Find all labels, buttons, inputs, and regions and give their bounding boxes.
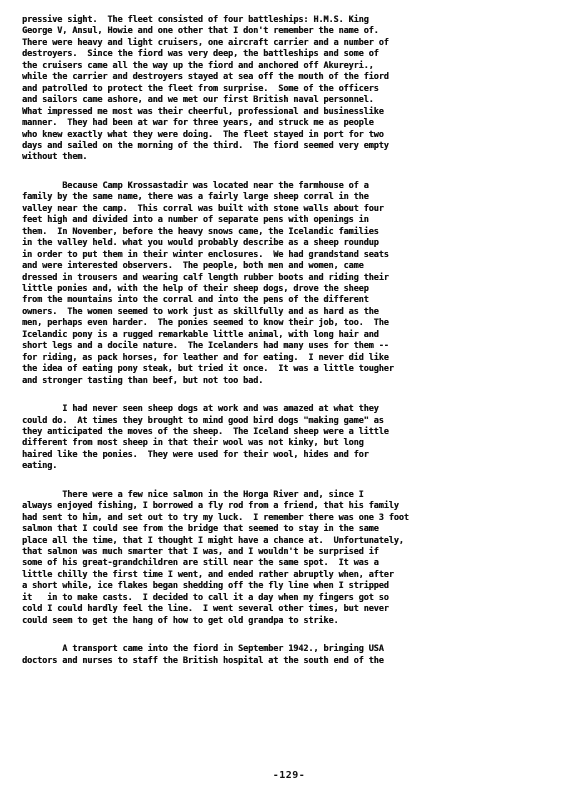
paragraph-4: There were a few nice salmon in the Horga River and, since I always enjoyed fishing, I borrowed a fly rod from a friend, that his family had sent to him, and set out to try my luck. I remember there was one 3 foot salmon that I could see from the bridge that seemed to stay in the same place all the time, that I thought I might have a chance at. Unfortunately, that salmon was much smarter that I was, and I wouldn't be surprised if some of his great-grandchildren are still near the same spot. It was a little chilly the first time I went, and ended rather abruptly when, after a short while, ice flakes began shedding off the fly line when I stripped it in to make casts. I decided to call it a day when my fingers got so cold I could hardly feel the line. I went several other times, but never could seem to get the hang of how to get old grandpa to strike. <box>22 489 409 626</box>
paragraph-5: A transport came into the fiord in September 1942., bringing USA doctors and nurses to staff the British hospital at the south end of the <box>22 644 384 666</box>
paragraph-2: Because Camp Krossastadir was located near the farmhouse of a family by the same name, there was a fairly large sheep corral in the valley near the camp. This corral was built with stone walls about four feet high and divided into a number of separate pens with openings in them. In November, before the heavy snows came, the Icelandic families in the valley held. what you would probably describe as a sheep roundup in order to put them in their winter enclosures. We had grandstand seats and were interested observers. The people, both men and women, came dressed in trousers and wearing calf length rubber boots and riding their little ponies and, with the help of their sheep dogs, drove the sheep from the mountains into the corral and into the pens of the different owners. The women seemed to work just as skillfully and as hard as the men, perhaps even harder. The ponies seemed to know their job, too. The Icelandic pony is a rugged remarkable little animal, with long hair and short legs and a docile nature. The Icelanders had many uses for them -- for riding, as pack horses, for leather and for eating. I never did like the idea of eating pony steak, but tried it once. It was a little tougher and stronger tasting than beef, but not too bad. <box>22 180 394 386</box>
page-number: -129- <box>272 770 306 781</box>
paragraph-3: I had never seen sheep dogs at work and was amazed at what they could do. At times they brought to mind good bird dogs "making game" as they anticipated the moves of the sheep. The Iceland sheep were a little different from most sheep in that their wool was not kinky, but long haired like the ponies. They were used for their wool, hides and for eating. <box>22 404 389 472</box>
paragraph-1: pressive sight. The fleet consisted of four battleships: H.M.S. King George V, Ansul, Howie and one other that I don't remember the name of. There were heavy and light cruisers, one aircraft carrier and a number of destroyers. Since the fiord was very deep, the battleships and some of the cruisers came all the way up the fiord and anchored off Akureyri., while the carrier and destroyers stayed at sea off the mouth of the fiord and patrolled to protect the fleet from surprise. Some of the officers and sailors came ashore, and we met our first British naval personnel. What impressed me most was their cheerful, professional and businesslike manner. They had been at war for three years, and struck me as people who knew exactly what they were doing. The fleet stayed in port for two days and sailed on the morning of the third. The fiord seemed very empty without them. <box>22 15 389 163</box>
